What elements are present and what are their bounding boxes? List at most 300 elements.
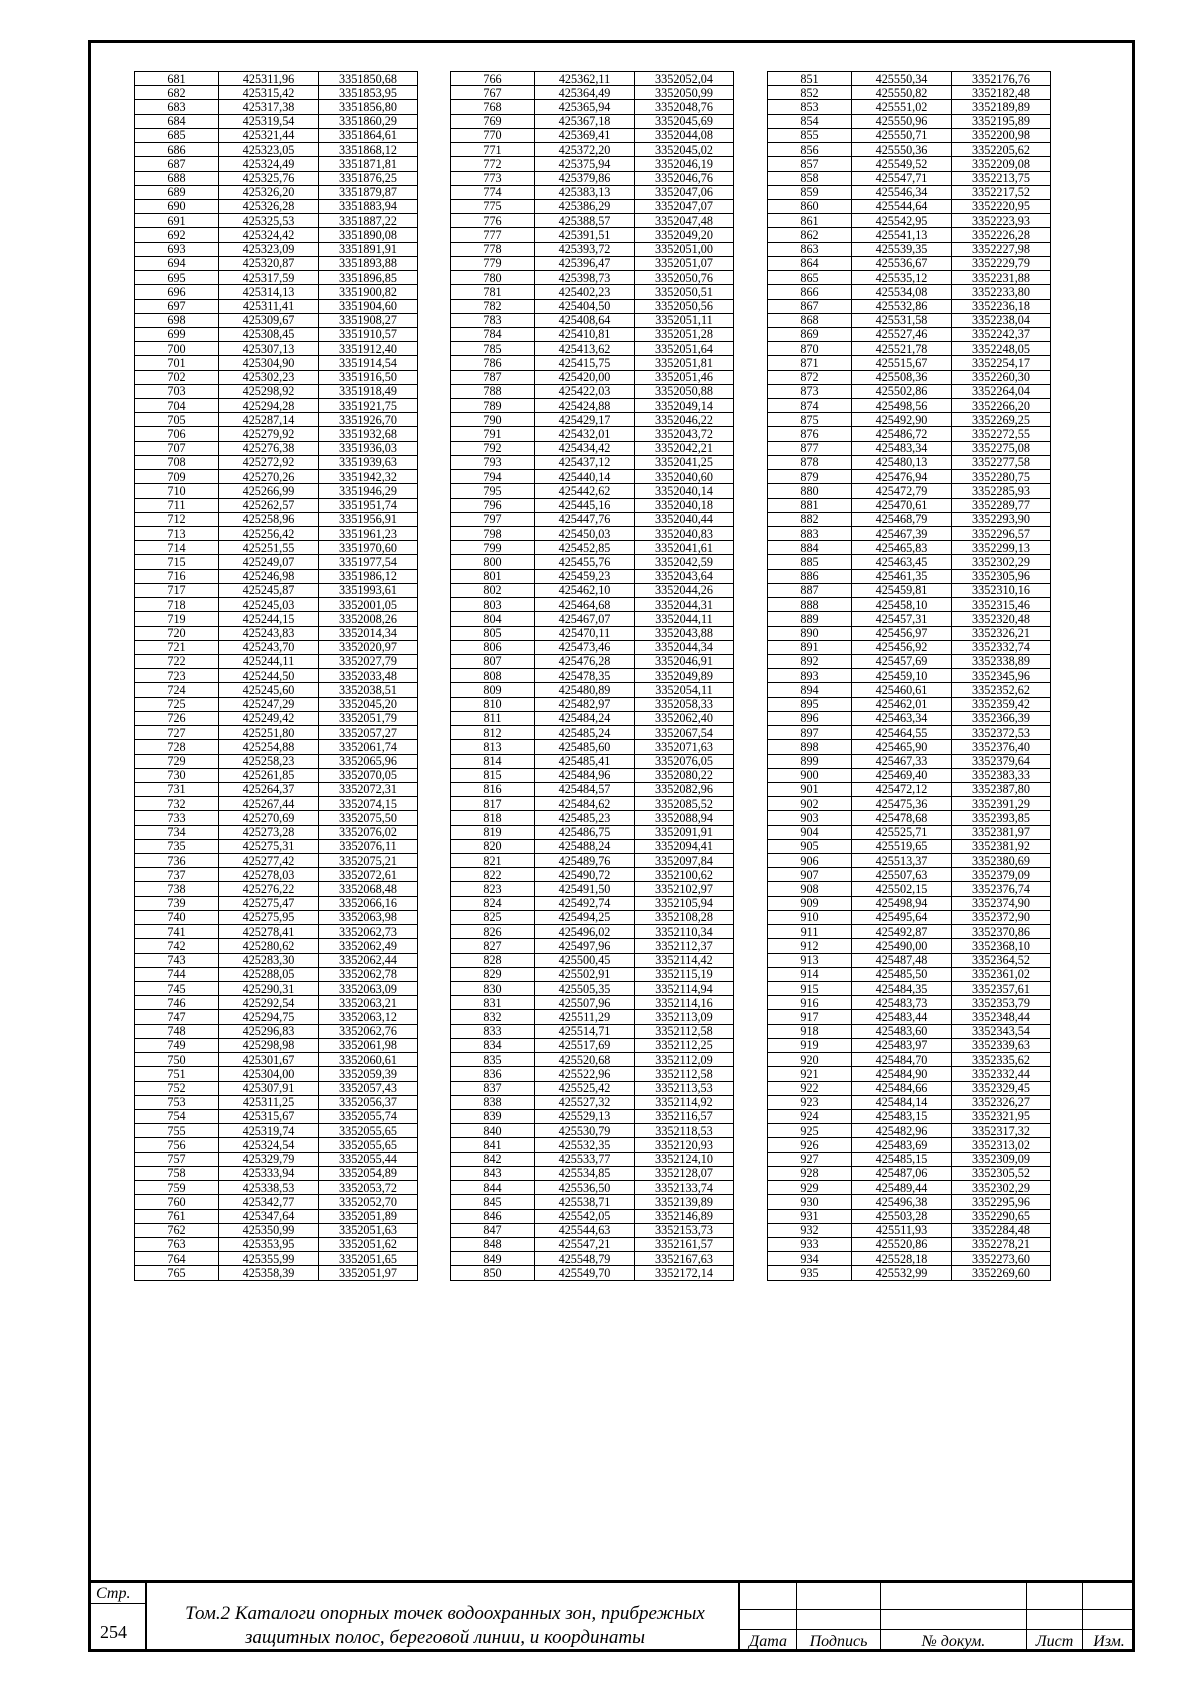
table-row xyxy=(768,1010,1051,1024)
point-number-cell: 730 xyxy=(135,768,219,782)
point-number-cell: 796 xyxy=(451,498,535,512)
point-number-cell: 694 xyxy=(135,256,219,270)
table-row xyxy=(768,569,1051,583)
point-number-cell: 733 xyxy=(135,811,219,825)
table-row xyxy=(451,86,734,100)
x-coordinate-cell: 425459,10 xyxy=(852,669,952,683)
x-coordinate-cell: 425549,70 xyxy=(535,1266,635,1280)
table-row xyxy=(451,128,734,142)
y-coordinate-cell: 3352167,63 xyxy=(635,1252,734,1266)
point-number-cell: 909 xyxy=(768,896,852,910)
x-coordinate-cell: 425462,10 xyxy=(535,583,635,597)
table-row xyxy=(135,484,418,498)
y-coordinate-cell: 3352062,49 xyxy=(319,939,418,953)
y-coordinate-cell: 3352047,48 xyxy=(635,214,734,228)
y-coordinate-cell: 3352352,62 xyxy=(952,683,1051,697)
table-row xyxy=(768,882,1051,896)
y-coordinate-cell: 3351864,61 xyxy=(319,128,418,142)
point-number-cell: 834 xyxy=(451,1038,535,1052)
x-coordinate-cell: 425304,00 xyxy=(219,1067,319,1081)
x-coordinate-cell: 425294,28 xyxy=(219,399,319,413)
point-number-cell: 902 xyxy=(768,797,852,811)
point-number-cell: 799 xyxy=(451,541,535,555)
y-coordinate-cell: 3352366,39 xyxy=(952,711,1051,725)
x-coordinate-cell: 425502,91 xyxy=(535,967,635,981)
x-coordinate-cell: 425277,42 xyxy=(219,854,319,868)
point-number-cell: 751 xyxy=(135,1067,219,1081)
y-coordinate-cell: 3352223,93 xyxy=(952,214,1051,228)
table-row xyxy=(451,797,734,811)
table-row xyxy=(451,1209,734,1223)
x-coordinate-cell: 425298,92 xyxy=(219,384,319,398)
table-row xyxy=(451,157,734,171)
y-coordinate-cell: 3352273,60 xyxy=(952,1252,1051,1266)
point-number-cell: 740 xyxy=(135,910,219,924)
table-row xyxy=(451,825,734,839)
x-coordinate-cell: 425486,72 xyxy=(852,427,952,441)
x-coordinate-cell: 425386,29 xyxy=(535,199,635,213)
point-number-cell: 756 xyxy=(135,1138,219,1152)
y-coordinate-cell: 3351956,91 xyxy=(319,512,418,526)
x-coordinate-cell: 425485,15 xyxy=(852,1152,952,1166)
x-coordinate-cell: 425494,25 xyxy=(535,910,635,924)
x-coordinate-cell: 425296,83 xyxy=(219,1024,319,1038)
x-coordinate-cell: 425549,52 xyxy=(852,157,952,171)
x-coordinate-cell: 425379,86 xyxy=(535,171,635,185)
x-coordinate-cell: 425476,94 xyxy=(852,470,952,484)
y-coordinate-cell: 3352046,22 xyxy=(635,413,734,427)
x-coordinate-cell: 425484,57 xyxy=(535,782,635,796)
y-coordinate-cell: 3352305,52 xyxy=(952,1166,1051,1180)
table-row xyxy=(451,910,734,924)
point-number-cell: 929 xyxy=(768,1181,852,1195)
x-coordinate-cell: 425469,40 xyxy=(852,768,952,782)
table-row xyxy=(135,1053,418,1067)
point-number-cell: 781 xyxy=(451,285,535,299)
x-coordinate-cell: 425413,62 xyxy=(535,342,635,356)
y-coordinate-cell: 3352046,19 xyxy=(635,157,734,171)
table-row xyxy=(451,697,734,711)
y-coordinate-cell: 3351977,54 xyxy=(319,555,418,569)
x-coordinate-cell: 425480,13 xyxy=(852,455,952,469)
x-coordinate-cell: 425507,63 xyxy=(852,868,952,882)
point-number-cell: 731 xyxy=(135,782,219,796)
x-coordinate-cell: 425457,69 xyxy=(852,654,952,668)
table-row xyxy=(768,683,1051,697)
point-number-cell: 701 xyxy=(135,356,219,370)
point-number-cell: 809 xyxy=(451,683,535,697)
y-coordinate-cell: 3352182,48 xyxy=(952,86,1051,100)
point-number-cell: 702 xyxy=(135,370,219,384)
point-number-cell: 877 xyxy=(768,441,852,455)
y-coordinate-cell: 3352110,34 xyxy=(635,925,734,939)
point-number-cell: 737 xyxy=(135,868,219,882)
table-row xyxy=(451,498,734,512)
table-row xyxy=(451,143,734,157)
y-coordinate-cell: 3352040,60 xyxy=(635,470,734,484)
table-row xyxy=(135,683,418,697)
x-coordinate-cell: 425324,42 xyxy=(219,228,319,242)
table-row xyxy=(135,413,418,427)
x-coordinate-cell: 425467,33 xyxy=(852,754,952,768)
point-number-cell: 858 xyxy=(768,171,852,185)
point-number-cell: 894 xyxy=(768,683,852,697)
x-coordinate-cell: 425497,96 xyxy=(535,939,635,953)
point-number-cell: 747 xyxy=(135,1010,219,1024)
x-coordinate-cell: 425495,64 xyxy=(852,910,952,924)
table-row xyxy=(135,128,418,142)
point-number-cell: 746 xyxy=(135,996,219,1010)
point-number-cell: 742 xyxy=(135,939,219,953)
x-coordinate-cell: 425525,42 xyxy=(535,1081,635,1095)
x-coordinate-cell: 425478,35 xyxy=(535,669,635,683)
y-coordinate-cell: 3352049,14 xyxy=(635,399,734,413)
point-number-cell: 838 xyxy=(451,1095,535,1109)
point-number-cell: 789 xyxy=(451,399,535,413)
point-number-cell: 927 xyxy=(768,1152,852,1166)
table-row xyxy=(135,185,418,199)
table-row xyxy=(135,1038,418,1052)
y-coordinate-cell: 3352114,42 xyxy=(635,953,734,967)
y-coordinate-cell: 3352054,11 xyxy=(635,683,734,697)
y-coordinate-cell: 3352176,76 xyxy=(952,72,1051,86)
point-number-cell: 725 xyxy=(135,697,219,711)
point-number-cell: 775 xyxy=(451,199,535,213)
table-row xyxy=(135,825,418,839)
table-row xyxy=(135,1024,418,1038)
y-coordinate-cell: 3352289,77 xyxy=(952,498,1051,512)
x-coordinate-cell: 425529,13 xyxy=(535,1109,635,1123)
point-number-cell: 916 xyxy=(768,996,852,1010)
table-row xyxy=(451,285,734,299)
y-coordinate-cell: 3352133,74 xyxy=(635,1181,734,1195)
y-coordinate-cell: 3352326,21 xyxy=(952,626,1051,640)
x-coordinate-cell: 425550,34 xyxy=(852,72,952,86)
y-coordinate-cell: 3352075,50 xyxy=(319,811,418,825)
table-row xyxy=(768,256,1051,270)
table-row xyxy=(135,199,418,213)
y-coordinate-cell: 3351887,22 xyxy=(319,214,418,228)
table-row xyxy=(451,626,734,640)
y-coordinate-cell: 3352189,89 xyxy=(952,100,1051,114)
title-block-left-divider xyxy=(145,1580,147,1652)
x-coordinate-cell: 425276,38 xyxy=(219,441,319,455)
y-coordinate-cell: 3352112,25 xyxy=(635,1038,734,1052)
y-coordinate-cell: 3352051,79 xyxy=(319,711,418,725)
x-coordinate-cell: 425511,93 xyxy=(852,1223,952,1237)
x-coordinate-cell: 425383,13 xyxy=(535,185,635,199)
y-coordinate-cell: 3352108,28 xyxy=(635,910,734,924)
point-number-cell: 928 xyxy=(768,1166,852,1180)
y-coordinate-cell: 3352049,89 xyxy=(635,669,734,683)
table-row xyxy=(135,285,418,299)
table-row xyxy=(451,441,734,455)
table-row xyxy=(135,427,418,441)
y-coordinate-cell: 3352055,65 xyxy=(319,1124,418,1138)
point-number-cell: 790 xyxy=(451,413,535,427)
y-coordinate-cell: 3352088,94 xyxy=(635,811,734,825)
x-coordinate-cell: 425500,45 xyxy=(535,953,635,967)
x-coordinate-cell: 425393,72 xyxy=(535,242,635,256)
y-coordinate-cell: 3352242,37 xyxy=(952,327,1051,341)
point-number-cell: 707 xyxy=(135,441,219,455)
y-coordinate-cell: 3352042,21 xyxy=(635,441,734,455)
y-coordinate-cell: 3352353,79 xyxy=(952,996,1051,1010)
y-coordinate-cell: 3352254,17 xyxy=(952,356,1051,370)
y-coordinate-cell: 3352049,20 xyxy=(635,228,734,242)
x-coordinate-cell: 425472,12 xyxy=(852,782,952,796)
y-coordinate-cell: 3352233,80 xyxy=(952,285,1051,299)
y-coordinate-cell: 3351891,91 xyxy=(319,242,418,256)
x-coordinate-cell: 425475,36 xyxy=(852,797,952,811)
point-number-cell: 761 xyxy=(135,1209,219,1223)
x-coordinate-cell: 425542,95 xyxy=(852,214,952,228)
y-coordinate-cell: 3352051,64 xyxy=(635,342,734,356)
y-coordinate-cell: 3352001,05 xyxy=(319,598,418,612)
x-coordinate-cell: 425273,28 xyxy=(219,825,319,839)
point-number-cell: 689 xyxy=(135,185,219,199)
point-number-cell: 876 xyxy=(768,427,852,441)
point-number-cell: 724 xyxy=(135,683,219,697)
point-number-cell: 905 xyxy=(768,839,852,853)
table-row xyxy=(768,86,1051,100)
x-coordinate-cell: 425511,29 xyxy=(535,1010,635,1024)
table-row xyxy=(451,214,734,228)
x-coordinate-cell: 425290,31 xyxy=(219,982,319,996)
point-number-cell: 771 xyxy=(451,143,535,157)
point-number-cell: 917 xyxy=(768,1010,852,1024)
y-coordinate-cell: 3351939,63 xyxy=(319,455,418,469)
y-coordinate-cell: 3352387,80 xyxy=(952,782,1051,796)
y-coordinate-cell: 3352075,21 xyxy=(319,854,418,868)
y-coordinate-cell: 3352045,69 xyxy=(635,114,734,128)
x-coordinate-cell: 425254,88 xyxy=(219,740,319,754)
x-coordinate-cell: 425459,23 xyxy=(535,569,635,583)
y-coordinate-cell: 3351853,95 xyxy=(319,86,418,100)
point-number-cell: 755 xyxy=(135,1124,219,1138)
y-coordinate-cell: 3352309,09 xyxy=(952,1152,1051,1166)
y-coordinate-cell: 3352050,51 xyxy=(635,285,734,299)
table-row xyxy=(451,768,734,782)
point-number-cell: 921 xyxy=(768,1067,852,1081)
point-number-cell: 794 xyxy=(451,470,535,484)
y-coordinate-cell: 3352229,79 xyxy=(952,256,1051,270)
point-number-cell: 817 xyxy=(451,797,535,811)
x-coordinate-cell: 425496,38 xyxy=(852,1195,952,1209)
x-coordinate-cell: 425243,83 xyxy=(219,626,319,640)
document-title: Том.2 Каталоги опорных точек водоохранных зон, прибрежных защитных полос, береговой линии, и координаты xyxy=(185,1603,705,1648)
y-coordinate-cell: 3352061,74 xyxy=(319,740,418,754)
point-number-cell: 696 xyxy=(135,285,219,299)
point-number-cell: 704 xyxy=(135,399,219,413)
x-coordinate-cell: 425531,58 xyxy=(852,313,952,327)
x-coordinate-cell: 425486,75 xyxy=(535,825,635,839)
table-row xyxy=(451,1038,734,1052)
x-coordinate-cell: 425461,35 xyxy=(852,569,952,583)
table-row xyxy=(451,740,734,754)
point-number-cell: 908 xyxy=(768,882,852,896)
point-number-cell: 872 xyxy=(768,370,852,384)
table-row xyxy=(451,356,734,370)
point-number-cell: 772 xyxy=(451,157,535,171)
x-coordinate-cell: 425483,69 xyxy=(852,1138,952,1152)
x-coordinate-cell: 425246,98 xyxy=(219,569,319,583)
point-number-cell: 889 xyxy=(768,612,852,626)
table-row xyxy=(768,470,1051,484)
x-coordinate-cell: 425514,71 xyxy=(535,1024,635,1038)
point-number-cell: 813 xyxy=(451,740,535,754)
table-row xyxy=(451,555,734,569)
table-row xyxy=(135,327,418,341)
x-coordinate-cell: 425251,80 xyxy=(219,726,319,740)
x-coordinate-cell: 425415,75 xyxy=(535,356,635,370)
x-coordinate-cell: 425258,96 xyxy=(219,512,319,526)
y-coordinate-cell: 3352070,05 xyxy=(319,768,418,782)
point-number-cell: 930 xyxy=(768,1195,852,1209)
x-coordinate-cell: 425489,44 xyxy=(852,1181,952,1195)
point-number-cell: 915 xyxy=(768,982,852,996)
y-coordinate-cell: 3352116,57 xyxy=(635,1109,734,1123)
point-number-cell: 864 xyxy=(768,256,852,270)
y-coordinate-cell: 3352062,40 xyxy=(635,711,734,725)
page-number: 254 xyxy=(100,1622,127,1642)
point-number-cell: 810 xyxy=(451,697,535,711)
x-coordinate-cell: 425323,09 xyxy=(219,242,319,256)
point-number-cell: 753 xyxy=(135,1095,219,1109)
y-coordinate-cell: 3351914,54 xyxy=(319,356,418,370)
point-number-cell: 693 xyxy=(135,242,219,256)
table-row xyxy=(451,455,734,469)
x-coordinate-cell: 425520,86 xyxy=(852,1237,952,1251)
table-row xyxy=(135,1095,418,1109)
y-coordinate-cell: 3352052,70 xyxy=(319,1195,418,1209)
y-coordinate-cell: 3352038,51 xyxy=(319,683,418,697)
point-number-cell: 912 xyxy=(768,939,852,953)
point-number-cell: 744 xyxy=(135,967,219,981)
table-row xyxy=(135,953,418,967)
x-coordinate-cell: 425270,69 xyxy=(219,811,319,825)
x-coordinate-cell: 425508,36 xyxy=(852,370,952,384)
y-coordinate-cell: 3352051,62 xyxy=(319,1237,418,1251)
y-coordinate-cell: 3352278,21 xyxy=(952,1237,1051,1251)
table-row xyxy=(768,1237,1051,1251)
y-coordinate-cell: 3352339,63 xyxy=(952,1038,1051,1052)
x-coordinate-cell: 425244,15 xyxy=(219,612,319,626)
point-number-cell: 848 xyxy=(451,1237,535,1251)
y-coordinate-cell: 3352124,10 xyxy=(635,1152,734,1166)
table-row xyxy=(451,996,734,1010)
table-row xyxy=(135,242,418,256)
point-number-cell: 934 xyxy=(768,1252,852,1266)
x-coordinate-cell: 425484,14 xyxy=(852,1095,952,1109)
point-number-cell: 882 xyxy=(768,512,852,526)
y-coordinate-cell: 3352345,96 xyxy=(952,669,1051,683)
x-coordinate-cell: 425404,50 xyxy=(535,299,635,313)
x-coordinate-cell: 425536,67 xyxy=(852,256,952,270)
table-row xyxy=(451,982,734,996)
point-number-cell: 867 xyxy=(768,299,852,313)
x-coordinate-cell: 425484,24 xyxy=(535,711,635,725)
table-row xyxy=(768,768,1051,782)
y-coordinate-cell: 3352051,81 xyxy=(635,356,734,370)
y-coordinate-cell: 3352008,26 xyxy=(319,612,418,626)
x-coordinate-cell: 425546,34 xyxy=(852,185,952,199)
table-row xyxy=(451,654,734,668)
table-row xyxy=(768,839,1051,853)
y-coordinate-cell: 3351961,23 xyxy=(319,527,418,541)
point-number-cell: 758 xyxy=(135,1166,219,1180)
y-coordinate-cell: 3352057,43 xyxy=(319,1081,418,1095)
x-coordinate-cell: 425251,55 xyxy=(219,541,319,555)
y-coordinate-cell: 3352200,98 xyxy=(952,128,1051,142)
y-coordinate-cell: 3352272,55 xyxy=(952,427,1051,441)
point-number-cell: 735 xyxy=(135,839,219,853)
table-row xyxy=(768,640,1051,654)
table-row xyxy=(451,1181,734,1195)
x-coordinate-cell: 425278,03 xyxy=(219,868,319,882)
y-coordinate-cell: 3352044,08 xyxy=(635,128,734,142)
point-number-cell: 839 xyxy=(451,1109,535,1123)
x-coordinate-cell: 425245,60 xyxy=(219,683,319,697)
point-number-cell: 765 xyxy=(135,1266,219,1280)
table-row xyxy=(451,114,734,128)
y-coordinate-cell: 3352213,75 xyxy=(952,171,1051,185)
point-number-cell: 762 xyxy=(135,1223,219,1237)
x-coordinate-cell: 425460,61 xyxy=(852,683,952,697)
y-coordinate-cell: 3352364,52 xyxy=(952,953,1051,967)
y-coordinate-cell: 3352335,62 xyxy=(952,1053,1051,1067)
point-number-cell: 841 xyxy=(451,1138,535,1152)
x-coordinate-cell: 425396,47 xyxy=(535,256,635,270)
point-number-cell: 700 xyxy=(135,342,219,356)
x-coordinate-cell: 425519,65 xyxy=(852,839,952,853)
y-coordinate-cell: 3351926,70 xyxy=(319,413,418,427)
point-number-cell: 844 xyxy=(451,1181,535,1195)
table-row xyxy=(768,214,1051,228)
table-row xyxy=(135,896,418,910)
x-coordinate-cell: 425490,72 xyxy=(535,868,635,882)
x-coordinate-cell: 425528,18 xyxy=(852,1252,952,1266)
point-number-cell: 925 xyxy=(768,1124,852,1138)
point-number-cell: 910 xyxy=(768,910,852,924)
y-coordinate-cell: 3352076,02 xyxy=(319,825,418,839)
y-coordinate-cell: 3352348,44 xyxy=(952,1010,1051,1024)
y-coordinate-cell: 3351876,25 xyxy=(319,171,418,185)
x-coordinate-cell: 425375,94 xyxy=(535,157,635,171)
table-row xyxy=(768,583,1051,597)
table-row xyxy=(451,612,734,626)
table-row xyxy=(135,541,418,555)
y-coordinate-cell: 3352320,48 xyxy=(952,612,1051,626)
table-row xyxy=(768,199,1051,213)
table-row xyxy=(451,271,734,285)
x-coordinate-cell: 425323,05 xyxy=(219,143,319,157)
y-coordinate-cell: 3351879,87 xyxy=(319,185,418,199)
y-coordinate-cell: 3352161,57 xyxy=(635,1237,734,1251)
table-row xyxy=(768,100,1051,114)
point-number-cell: 798 xyxy=(451,527,535,541)
y-coordinate-cell: 3352284,48 xyxy=(952,1223,1051,1237)
x-coordinate-cell: 425275,47 xyxy=(219,896,319,910)
y-coordinate-cell: 3352285,93 xyxy=(952,484,1051,498)
y-coordinate-cell: 3352048,76 xyxy=(635,100,734,114)
point-number-cell: 715 xyxy=(135,555,219,569)
x-coordinate-cell: 425244,11 xyxy=(219,654,319,668)
x-coordinate-cell: 425455,76 xyxy=(535,555,635,569)
y-coordinate-cell: 3352050,76 xyxy=(635,271,734,285)
point-number-cell: 760 xyxy=(135,1195,219,1209)
y-coordinate-cell: 3352380,69 xyxy=(952,854,1051,868)
